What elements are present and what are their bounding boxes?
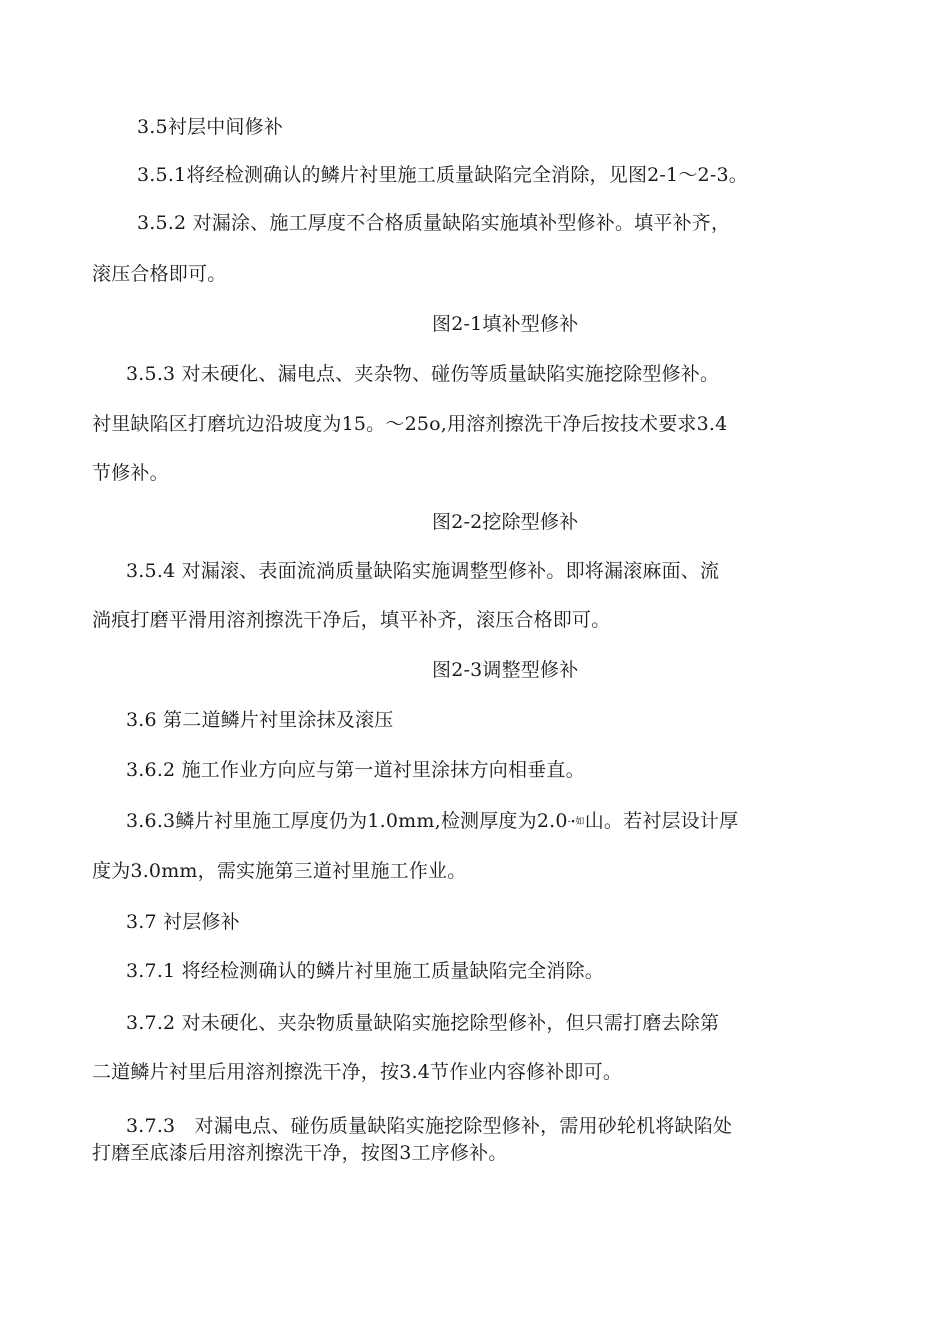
paragraph-3-5-2-cont: 滚压合格即可。 — [92, 263, 227, 285]
paragraph-3-6-3 — [126, 808, 738, 835]
section-heading-3-5: 3.5衬层中间修补 — [137, 116, 284, 138]
paragraph-3-7-3-cont: 打磨至底漆后用溶剂擦洗干净，按图3工序修补。 — [92, 1142, 508, 1164]
paragraph-3-7-1: 3.7.1 将经检测确认的鳞片衬里施工质量缺陷完全消除。 — [126, 960, 604, 982]
paragraph-3-5-4-cont: 淌痕打磨平滑用溶剂擦洗干净后，填平补齐，滚压合格即可。 — [92, 609, 611, 631]
paragraph-3-6-3-mark: -∙ — [567, 817, 576, 827]
paragraph-3-7-3: 3.7.3 对漏电点、碰伤质量缺陷实施挖除型修补，需用砂轮机将缺陷处 — [126, 1115, 733, 1137]
paragraph-3-5-3-cont: 衬里缺陷区打磨坑边沿坡度为15。〜25o,用溶剂擦洗干净后按技术要求3.4 — [92, 413, 728, 435]
paragraph-3-5-2: 3.5.2 对漏涂、施工厚度不合格质量缺陷实施填补型修补。填平补齐， — [137, 212, 731, 234]
paragraph-3-5-3: 3.5.3 对未硬化、漏电点、夹杂物、碰伤等质量缺陷实施挖除型修补。 — [126, 363, 720, 385]
paragraph-3-6-2: 3.6.2 施工作业方向应与第一道衬里涂抹方向相垂直。 — [126, 759, 585, 781]
paragraph-3-5-3-end: 节修补。 — [92, 462, 169, 484]
paragraph-3-5-1: 3.5.1将经检测确认的鳞片衬里施工质量缺陷完全消除，见图2-1〜2-3。 — [137, 164, 748, 186]
section-heading-3-7: 3.7 衬层修补 — [126, 911, 240, 933]
figure-caption-2-1: 图2-1填补型修补 — [432, 313, 579, 335]
figure-caption-2-2: 图2-2挖除型修补 — [432, 511, 579, 533]
paragraph-3-7-2-cont: 二道鳞片衬里后用溶剂擦洗干净，按3.4节作业内容修补即可。 — [92, 1061, 623, 1083]
paragraph-3-6-3-fragment: 如 — [575, 817, 585, 827]
paragraph-3-7-2: 3.7.2 对未硬化、夹杂物质量缺陷实施挖除型修补，但只需打磨去除第 — [126, 1012, 720, 1034]
paragraph-3-6-3-part-b: 山。若衬层设计厚 — [584, 810, 739, 832]
figure-caption-2-3: 图2-3调整型修补 — [432, 659, 579, 681]
section-heading-3-6: 3.6 第二道鳞片衬里涂抹及滚压 — [126, 709, 394, 731]
paragraph-3-5-4: 3.5.4 对漏滚、表面流淌质量缺陷实施调整型修补。即将漏滚麻面、流 — [126, 560, 720, 582]
paragraph-3-6-3-cont: 度为3.0mm，需实施第三道衬里施工作业。 — [92, 860, 467, 882]
paragraph-3-6-3-part-a: 3.6.3鳞片衬里施工厚度仍为1.0mm,检测厚度为2.0 — [126, 810, 568, 832]
